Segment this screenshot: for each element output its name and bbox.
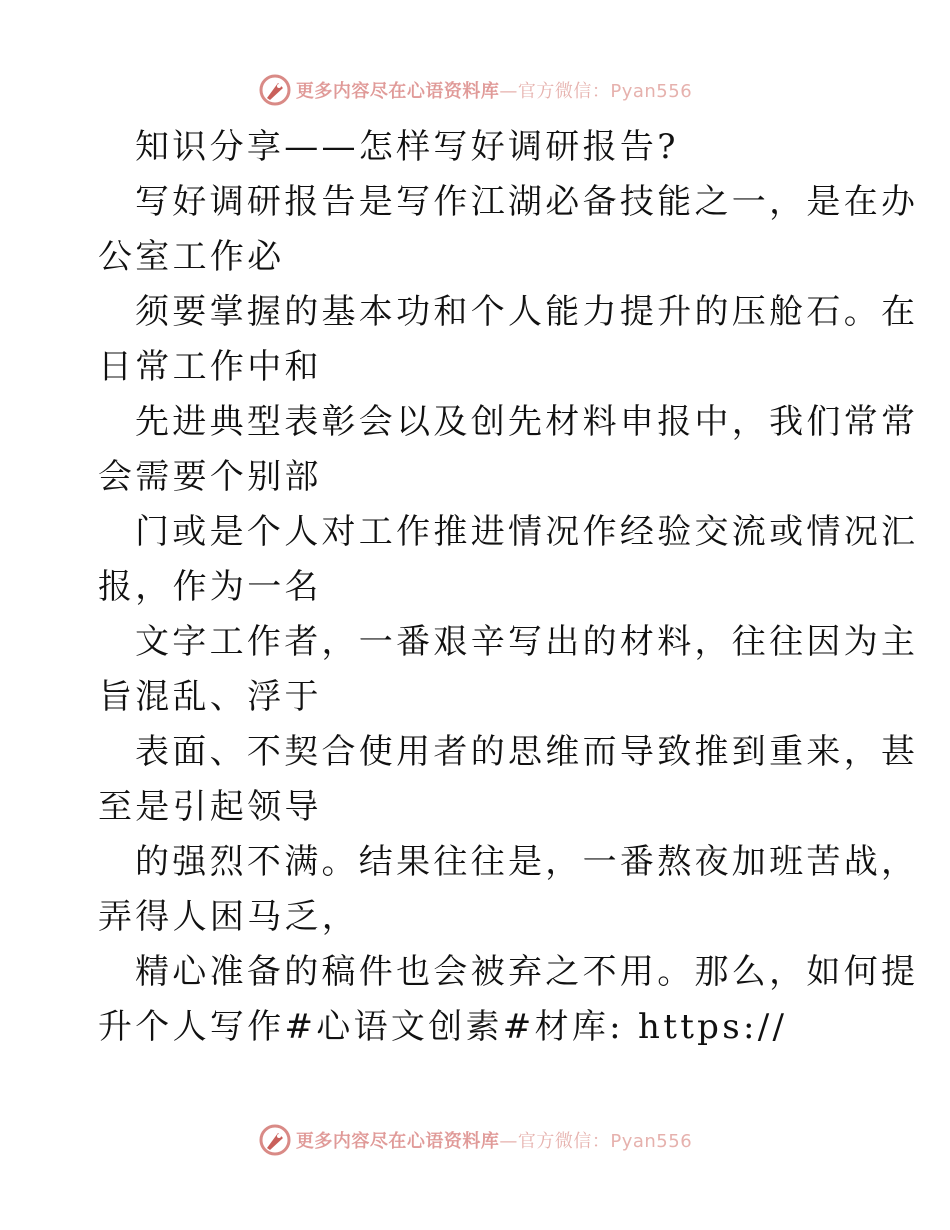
text-line: 写好调研报告是写作江湖必备技能之一，是在办 <box>135 182 919 222</box>
watermark-contact: —官方微信：Pyan556 <box>499 81 693 102</box>
watermark-contact: —官方微信：Pyan556 <box>499 1131 693 1152</box>
text-line: 须要掌握的基本功和个人能力提升的压舱石。在 <box>135 292 919 332</box>
text-line: 先进典型表彰会以及创先材料申报中，我们常常 <box>135 402 919 442</box>
footer-watermark <box>0 1120 950 1160</box>
text-line: 至是引起领导 <box>98 787 322 827</box>
text-line: 公室工作必 <box>98 237 285 277</box>
text-line: 弄得人困马乏， <box>98 897 360 937</box>
text-line: 会需要个别部 <box>98 457 322 497</box>
text-line: 表面、不契合使用者的思维而导致推到重来，甚 <box>135 732 919 772</box>
text-line: 升个人写作#心语文创素#材库: https:// <box>98 1007 788 1047</box>
pen-nib-circle-icon <box>258 73 292 107</box>
document-body <box>98 120 919 1055</box>
text-line: 精心准备的稿件也会被弃之不用。那么，如何提 <box>135 952 919 992</box>
header-watermark <box>0 70 950 110</box>
watermark-text <box>296 1127 692 1153</box>
watermark-brand: 更多内容尽在心语资料库 <box>295 1131 500 1152</box>
document-title: 知识分享——怎样写好调研报告? <box>135 127 679 167</box>
watermark-text <box>296 77 692 103</box>
text-line: 旨混乱、浮于 <box>98 677 322 717</box>
text-line: 的强烈不满。结果往往是，一番熬夜加班苦战， <box>135 842 919 882</box>
pen-nib-circle-icon <box>258 1123 292 1157</box>
text-line: 报，作为一名 <box>98 567 322 607</box>
watermark-brand: 更多内容尽在心语资料库 <box>295 81 500 102</box>
text-line: 文字工作者，一番艰辛写出的材料，往往因为主 <box>135 622 919 662</box>
text-line: 日常工作中和 <box>98 347 322 387</box>
text-line: 门或是个人对工作推进情况作经验交流或情况汇 <box>135 512 919 552</box>
